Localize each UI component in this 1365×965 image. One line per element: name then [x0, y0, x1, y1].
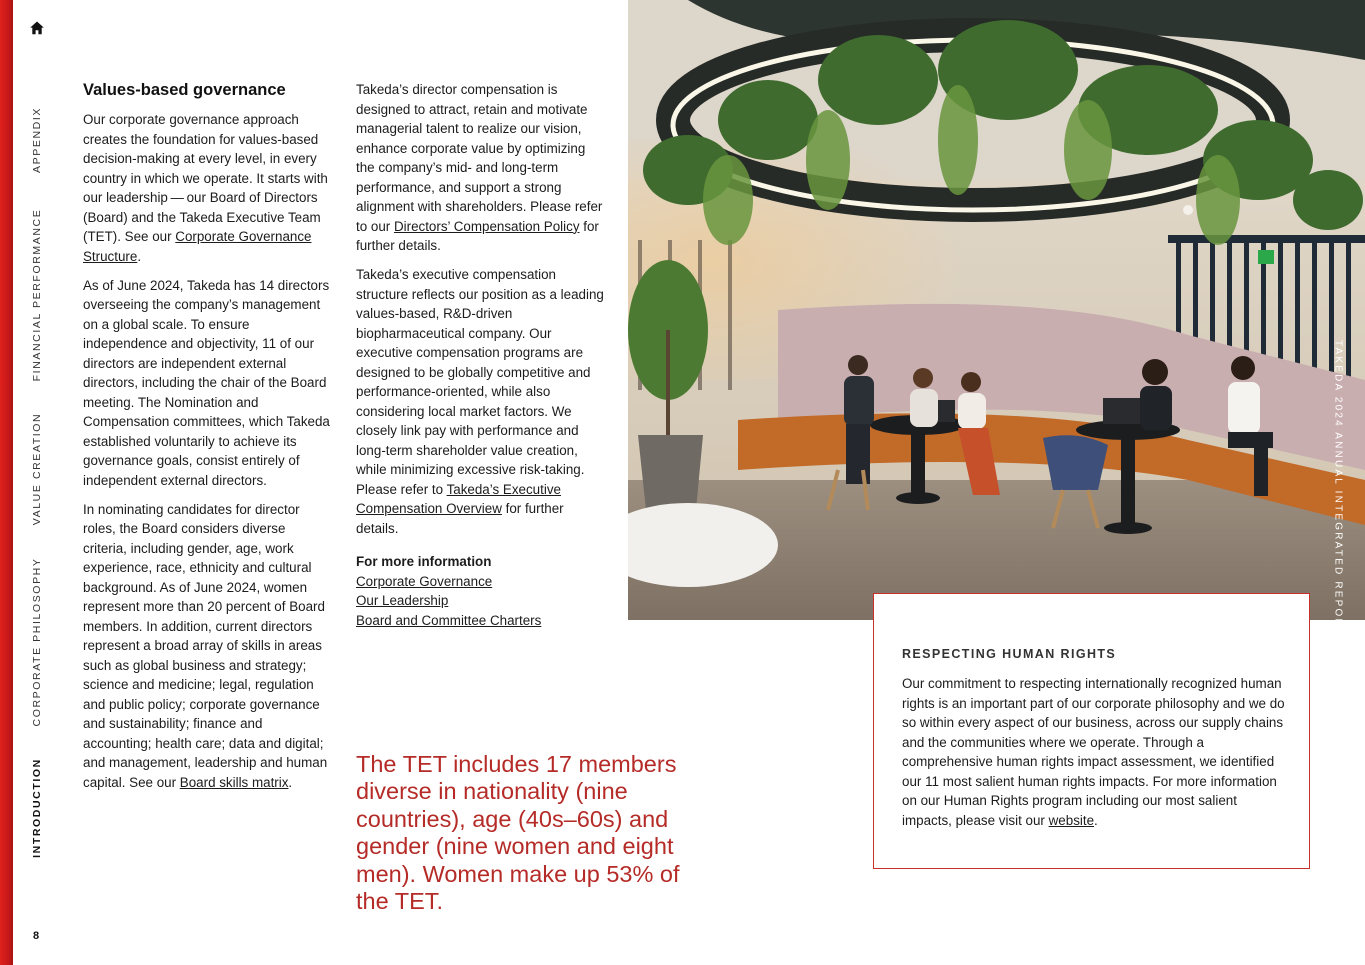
human-rights-title: RESPECTING HUMAN RIGHTS: [902, 647, 1117, 661]
website-link[interactable]: website: [1048, 812, 1095, 828]
report-title-vertical: TAKEDA 2024 ANNUAL INTEGRATED REPORT: [1332, 339, 1344, 637]
our-leadership-link[interactable]: Our Leadership: [356, 593, 449, 608]
corporate-governance-structure-link[interactable]: Corporate Governance Structure: [83, 229, 312, 264]
governance-paragraph-2: As of June 2024, Takeda has 14 directors overseeing the company’s management on a global scale. To ensure independence and objectivity, 11 of our directors are independent external directors, including the chair of the Board meeting. The Nomination and Compensation committees, which Takeda established voluntarily to achieve its governance goals, consist entirely of independent external directors.: [83, 277, 330, 488]
nav-item-appendix[interactable]: APPENDIX: [31, 107, 43, 173]
directors-compensation-policy-link[interactable]: Directors’ Compensation Policy: [393, 218, 580, 234]
home-icon[interactable]: [29, 20, 45, 36]
compensation-paragraph-2: Takeda’s executive compensation structure reflects our position as a leading values-based, R&D-driven biopharmaceutical company. Our executive compensation programs are designed to be globally competitive and performance-oriented, while also considering local market factors. We closely link pay with performance and long-term shareholder value creation, while minimizing excessive risk-taking. Please refer to Takeda’s Executive Compensation Overview for further details.: [356, 267, 604, 536]
compensation-paragraph-1: Takeda’s director compensation is designed to attract, retain and motivate managerial talent to realize our vision, enhance corporate value by optimizing the company’s mid- and long-term performance, and support a strong alignment with shareholders. Please refer to our Directors’ Compensation Policy for further details.: [356, 82, 603, 253]
brand-color-strip: [0, 0, 13, 965]
corporate-governance-link[interactable]: Corporate Governance: [356, 573, 493, 589]
nav-item-corporate-philosophy[interactable]: CORPORATE PHILOSOPHY: [31, 557, 43, 727]
nav-item-introduction[interactable]: INTRODUCTION: [31, 758, 43, 858]
nav-item-value-creation[interactable]: VALUE CREATION: [31, 412, 43, 526]
human-rights-text: Our commitment to respecting internationally recognized human rights is an important part of our corporate philosophy and we do so within every aspect of our business, across our supply chains and the communities where we operate. Through a comprehensive human rights impact assessment, we identified our 11 most salient human rights impacts. For more information on our Human Rights program including our most salient impacts, please visit our website.: [902, 676, 1285, 828]
page-number: 8: [33, 930, 40, 942]
governance-paragraph-3: In nominating candidates for director roles, the Board considers diverse criteria, including gender, age, work experience, race, ethnicity and cultural background. As of June 2024, women represent more than 20 percent of Board members. In addition, current directors represent a broad array of skills in areas such as global business and strategy; science and medicine; legal, regulation and public policy; corporate governance and sustainability; finance and accounting; health care; data and digital; and management, leadership and human capital. See our Board skills matrix.: [83, 501, 328, 790]
human-rights-callout: [873, 593, 1310, 869]
more-information-heading: For more information: [356, 554, 492, 569]
section-heading: Values-based governance: [83, 81, 286, 99]
governance-paragraph-1: Our corporate governance approach creates the foundation for values-based decision-making at every level, in every country in which we operate. It starts with our leadership — our Board of Directors (Board) and the Takeda Executive Team (TET). See our Corporate Governance Structure.: [83, 112, 328, 264]
nav-item-financial-performance[interactable]: FINANCIAL PERFORMANCE: [31, 208, 43, 382]
office-lounge-photo: [628, 0, 1365, 620]
pull-quote: The TET includes 17 members diverse in nationality (nine countries), age (40s–60s) and gender (nine women and eight men). Women make up 53% of the TET.: [356, 751, 680, 915]
board-committee-charters-link[interactable]: Board and Committee Charters: [356, 612, 542, 628]
executive-compensation-overview-link[interactable]: Takeda’s Executive Compensation Overview: [356, 481, 561, 516]
governance-column: [83, 80, 331, 802]
more-information-links: [356, 572, 606, 631]
board-skills-matrix-link[interactable]: Board skills matrix: [179, 774, 289, 790]
compensation-column: [356, 80, 606, 630]
